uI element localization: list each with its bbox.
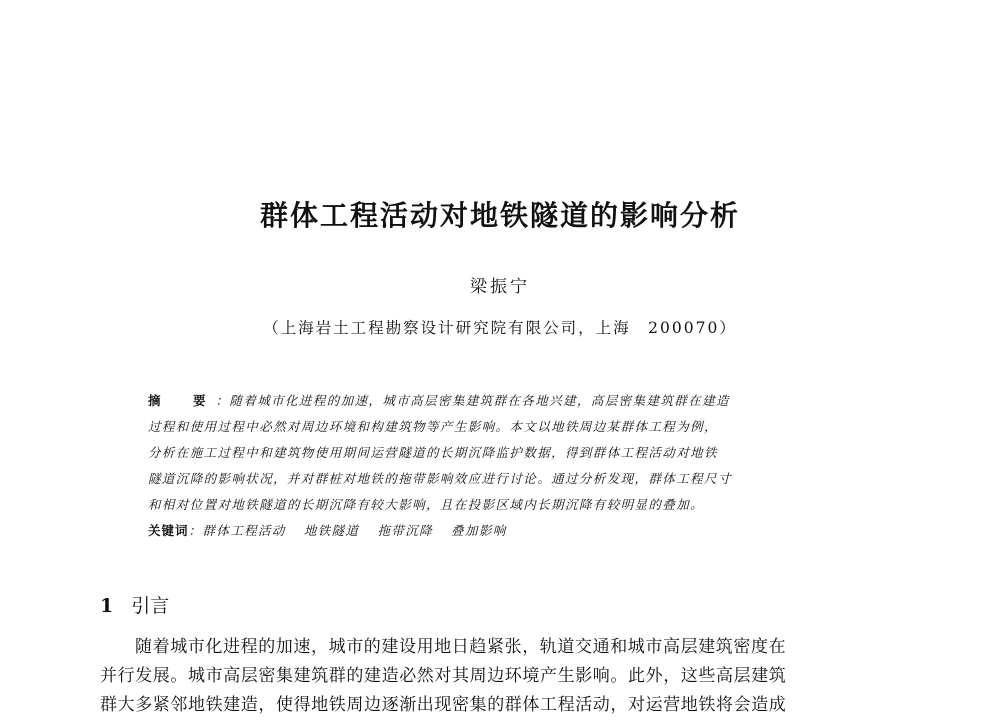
author-name: 梁振宁: [470, 277, 530, 297]
keywords-separator: ：: [188, 523, 203, 538]
abstract-line: [148, 388, 848, 414]
abstract-separator: ：: [215, 393, 230, 408]
section-body: [100, 633, 890, 720]
abstract-line: 过程和使用过程中必然对周边环境和构建筑物等产生影响。本文以地铁周边某群体工程为例，: [148, 419, 718, 434]
abstract: [148, 388, 848, 544]
abstract-line: 和相对位置对地铁隧道的长期沉降有较大影响，且在投影区域内长期沉降有较明显的叠加。: [148, 497, 705, 512]
paper-title: 群体工程活动对地铁隧道的影响分析: [259, 199, 740, 232]
abstract-text: 随着城市化进程的加速，城市高层密集建筑群在各地兴建，高层密集建筑群在建造: [229, 393, 730, 408]
keywords-label: 关键词: [148, 523, 189, 538]
body-line: 并行发展。城市高层密集建筑群的建造必然对其周边环境产生影响。此外，这些高层建筑: [100, 666, 787, 686]
keyword: 拖带沉降: [377, 523, 434, 538]
keyword: 群体工程活动: [202, 523, 286, 538]
keyword: 叠加影响: [451, 523, 507, 538]
section-number: 1: [100, 595, 114, 617]
section-heading: [100, 591, 169, 618]
keyword: 地铁隧道: [303, 523, 360, 538]
abstract-line: 分析在施工过程中和建筑物使用期间运营隧道的长期沉降监护数据，得到群体工程活动对地铁: [148, 445, 718, 460]
body-line: 随着城市化进程的加速，城市的建设用地日趋紧张，轨道交通和城市高层建筑密度在: [135, 637, 787, 657]
abstract-label: 摘 要: [148, 393, 216, 408]
keywords: [148, 518, 848, 544]
author-affiliation: （上海岩土工程勘察设计研究院有限公司，上海 200070）: [263, 319, 737, 337]
abstract-line: 隧道沉降的影响状况，并对群桩对地铁的拖带影响效应进行讨论。通过分析发现，群体工程尺寸: [148, 471, 732, 486]
body-line: 群大多紧邻地铁建造，使得地铁周边逐渐出现密集的群体工程活动，对运营地铁将会造成: [100, 695, 787, 715]
section-title: 引言: [131, 595, 170, 617]
